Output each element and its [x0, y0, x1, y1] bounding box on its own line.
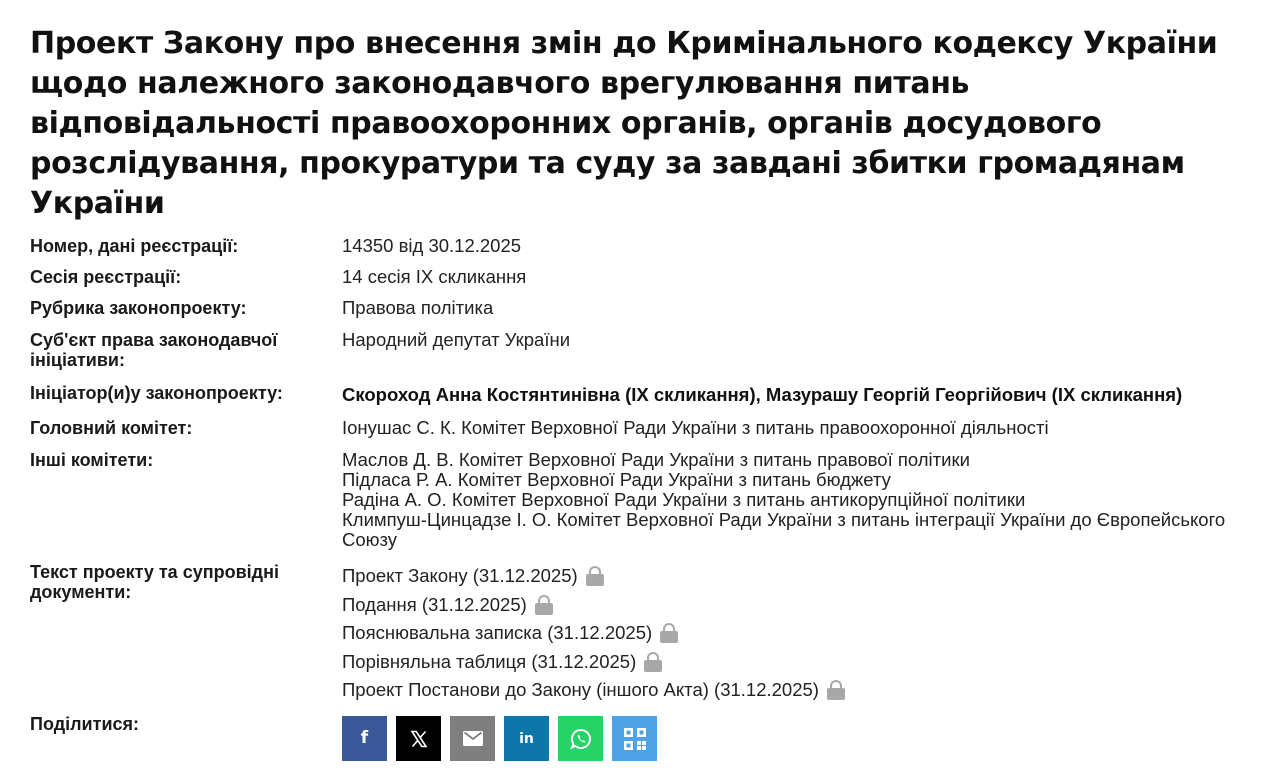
lock-icon: [644, 652, 662, 672]
email-icon: [463, 731, 483, 746]
share-email-button[interactable]: [450, 716, 495, 761]
documents-list: [342, 562, 1247, 705]
list-item: Маслов Д. В. Комітет Верховної Ради України з питань правової політики: [342, 449, 970, 470]
lock-icon: [586, 566, 604, 586]
share-qr-button[interactable]: [612, 716, 657, 761]
list-item: [342, 648, 1247, 677]
lock-icon: [660, 623, 678, 643]
field-label: Номер, дані реєстрації:: [30, 236, 239, 256]
field-label: Ініціатор(и)у законопроекту:: [30, 383, 283, 403]
list-item: [342, 676, 1247, 705]
document-link[interactable]: Проект Постанови до Закону (іншого Акта) (31.12.2025): [342, 679, 819, 701]
field-value: 14 сесія IX скликання: [342, 266, 527, 287]
linkedin-icon: in: [519, 730, 534, 747]
x-icon: [410, 730, 428, 748]
lock-icon: [827, 680, 845, 700]
field-label: Інші комітети:: [30, 450, 154, 470]
document-link[interactable]: Пояснювальна записка (31.12.2025): [342, 622, 653, 644]
field-label: Рубрика законопроекту:: [30, 298, 247, 318]
field-label: Суб'єкт права законодавчої ініціативи:: [30, 330, 278, 370]
list-item: Климпуш-Цинцадзе І. О. Комітет Верховної Ради України з питань інтеграції України до Європейського Союзу: [342, 509, 1226, 550]
field-value: Іонушас С. К. Комітет Верховної Ради України з питань правоохоронної діяльності: [342, 417, 1049, 438]
initiators-link[interactable]: Скороход Анна Костянтинівна (IX скликання), Мазурашу Георгій Георгійович (IX скликання): [342, 384, 1183, 405]
list-item: [342, 619, 1247, 648]
list-item: [342, 562, 1247, 591]
list-item: Підласа Р. А. Комітет Верховної Ради України з питань бюджету: [342, 469, 891, 490]
list-item: Радіна А. О. Комітет Верховної Ради України з питань антикорупційної політики: [342, 489, 1026, 510]
share-whatsapp-button[interactable]: [558, 716, 603, 761]
qr-code-icon: [624, 728, 646, 750]
page-title: Проект Закону про внесення змін до Кримінального кодексу України щодо належного законодавчого врегулювання питань відповідальності правоохоронних органів, органів досудового розслідування, прокуратури та суду за завдані збитки громадянам України: [30, 26, 1218, 221]
field-label: Сесія реєстрації:: [30, 267, 182, 287]
field-value: Народний депутат України: [342, 329, 571, 350]
document-link[interactable]: Подання (31.12.2025): [342, 593, 527, 615]
share-linkedin-button[interactable]: [504, 716, 549, 761]
share-facebook-button[interactable]: [342, 716, 387, 761]
other-committees-list: [342, 450, 1247, 550]
document-link[interactable]: Проект Закону (31.12.2025): [342, 565, 578, 587]
field-label: Головний комітет:: [30, 418, 193, 438]
share-x-button[interactable]: [396, 716, 441, 761]
field-value: 14350 від 30.12.2025: [342, 235, 522, 256]
field-label: Поділитися:: [30, 714, 140, 734]
field-value: Правова політика: [342, 297, 494, 318]
whatsapp-icon: [570, 728, 592, 750]
facebook-icon: f: [360, 728, 369, 748]
lock-icon: [535, 595, 553, 615]
document-link[interactable]: Порівняльна таблиця (31.12.2025): [342, 650, 637, 672]
share-buttons: [342, 716, 657, 761]
field-label: Текст проекту та супровідні документи:: [30, 562, 279, 602]
list-item: [342, 591, 1247, 620]
